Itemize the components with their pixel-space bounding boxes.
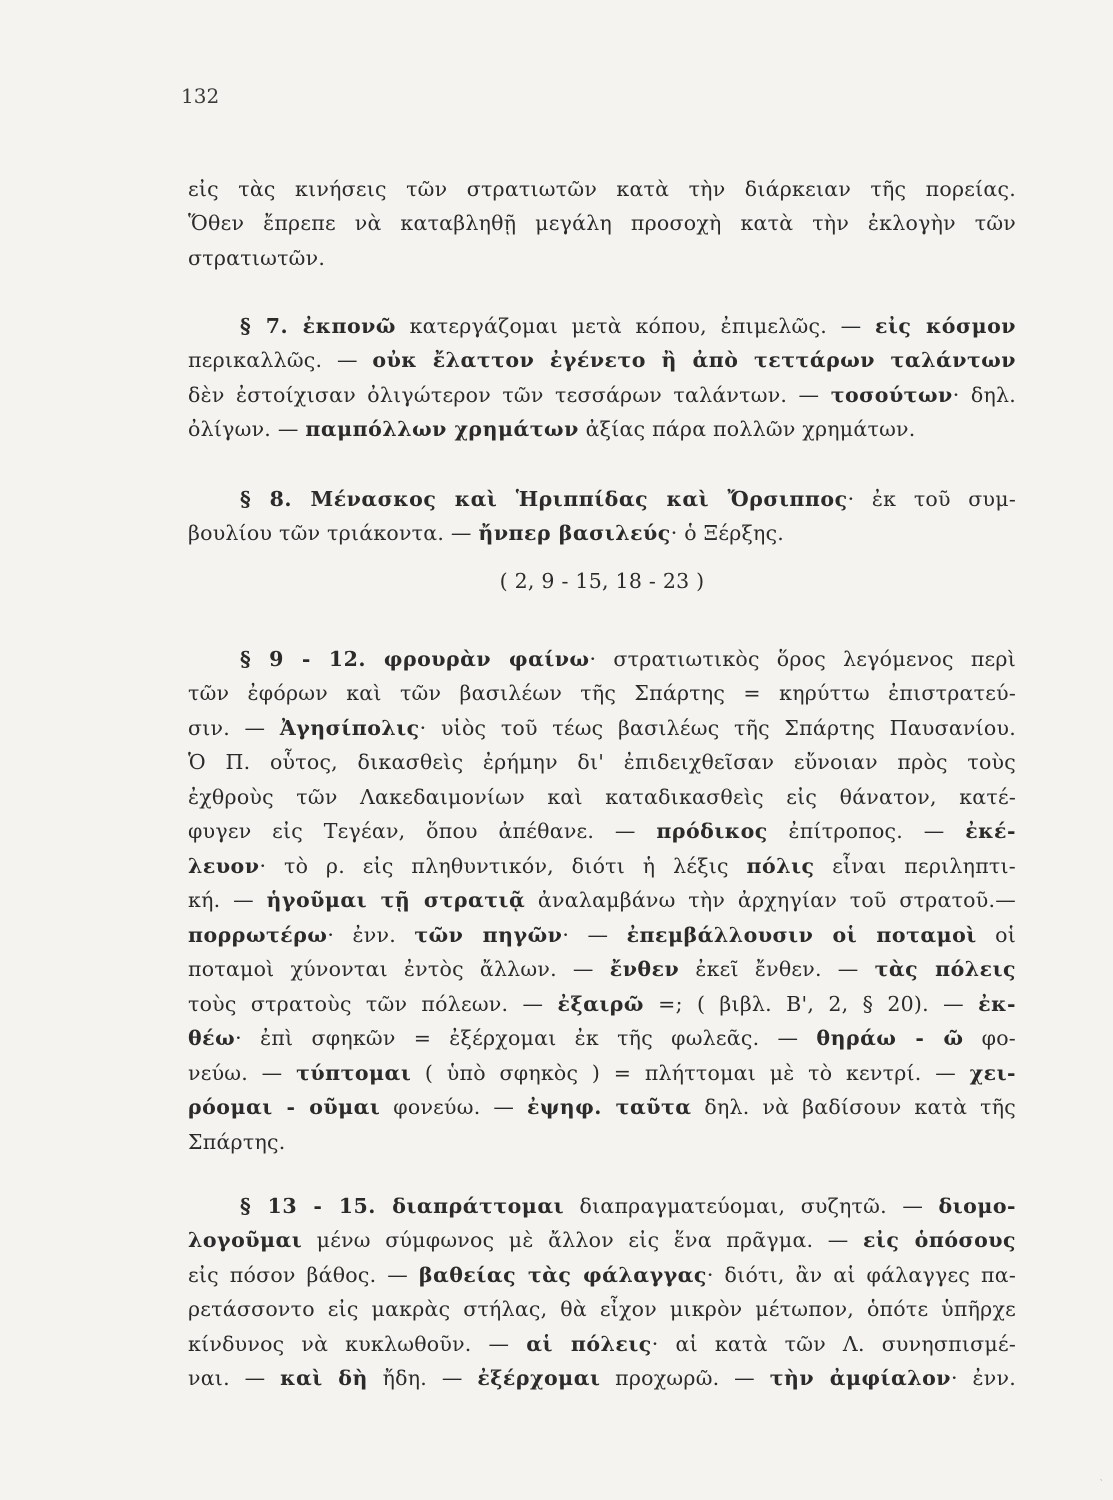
text-line: [188, 918, 1016, 953]
text-line: [188, 343, 1016, 378]
text-line: ρετάσσοντο εἰς μακρὰς στήλας, θὰ εἶχον μικρὸν μέτωπον, ὁπότε ὑπῆρχε: [188, 1297, 1016, 1321]
text-line: τῶν ἐφόρων καὶ τῶν βασιλέων τῆς Σπάρτης = κηρύττω ἐπιστρατεύ-: [188, 681, 1016, 705]
lemma: εἰς ὁπόσους: [862, 1228, 1016, 1252]
gloss: · στρατιωτικὸς ὅρος λεγόμενος περὶ: [589, 646, 1016, 671]
text-line: [188, 1056, 1016, 1091]
gloss: φο-: [963, 1026, 1016, 1050]
lemma: διομο-: [938, 1193, 1016, 1218]
gloss: · ἐνν.: [327, 922, 415, 947]
text-line: [188, 642, 1016, 677]
lemma: πόλις: [746, 853, 815, 878]
text-line: [188, 883, 1016, 918]
gloss: · ἐπὶ σφηκῶν = ἐξέρχομαι ἐκ τῆς φωλεᾶς. —: [235, 1026, 817, 1050]
gloss: ἀξίας πάρα πολλῶν χρημάτων.: [578, 417, 916, 441]
lemma: λογοῦμαι: [188, 1228, 303, 1252]
gloss: προχωρῶ. —: [600, 1366, 770, 1390]
gloss: μένω σύμφωνος μὲ ἄλλον εἰς ἕνα πρᾶγμα. —: [302, 1228, 863, 1252]
text-line: [188, 309, 1016, 344]
paragraph-section-8: [188, 482, 1016, 551]
lemma: αἱ πόλεις: [526, 1331, 652, 1356]
gloss: δηλ. νὰ βαδίσουν κατὰ τῆς: [691, 1095, 1016, 1119]
gloss: σιν. —: [188, 715, 280, 740]
gloss: οἱ: [976, 922, 1016, 947]
lemma: παμπόλλων χρημάτων: [305, 417, 579, 441]
gloss: ἐκεῖ ἔνθεν. —: [679, 957, 875, 981]
lemma: § 8. Μένασκος καὶ Ἡριππίδας καὶ Ὄρσιππος: [240, 486, 848, 511]
gloss: φονεύω. —: [380, 1095, 528, 1119]
text-line: [188, 987, 1016, 1022]
lemma: τὴν ἀμφίαλον: [769, 1366, 952, 1390]
gloss: εἰς πόσον βάθος. —: [188, 1262, 419, 1287]
text-line: [188, 482, 1016, 517]
paragraph-section-7: [188, 309, 1016, 447]
text-line: [188, 1189, 1016, 1224]
text-line: [188, 412, 1016, 447]
paragraph-section-13-15: [188, 1189, 1016, 1396]
lemma: καὶ δὴ: [280, 1366, 368, 1390]
lemma: ἐκ-: [978, 991, 1016, 1016]
text-line: [188, 1090, 1016, 1125]
text-line: Σπάρτης.: [188, 1129, 286, 1154]
text-line: ἐχθροὺς τῶν Λακεδαιμονίων καὶ καταδικασθεὶς εἰς θάνατον, κατέ-: [188, 784, 1016, 809]
gloss: · τὸ ρ. εἰς πληθυντικόν, διότι ἡ λέξις: [259, 853, 747, 878]
lemma: ἐκέ-: [965, 819, 1017, 843]
text-line: [188, 711, 1016, 746]
paragraph-continuation: [188, 172, 1016, 276]
text-line: [188, 1258, 1016, 1293]
text-line: εἰς τὰς κινήσεις τῶν στρατιωτῶν κατὰ τὴν διάρκειαν τῆς πορείας.: [188, 176, 1016, 201]
gloss: τοὺς στρατοὺς τῶν πόλεων. —: [188, 991, 558, 1016]
lemma: τοσούτων: [830, 382, 953, 407]
lemma: τὰς πόλεις: [874, 957, 1016, 981]
gloss: ὀλίγων. —: [188, 417, 306, 441]
gloss: · ὁ Ξέρξης.: [670, 521, 785, 545]
gloss: εἶναι περιληπτι-: [814, 853, 1016, 878]
lemma: πορρωτέρω: [188, 922, 328, 947]
text-line: [188, 952, 1016, 987]
lemma: θηράω - ῶ: [816, 1026, 964, 1050]
lemma: εἰς κόσμον: [875, 313, 1016, 338]
gloss: · ἐκ τοῦ συμ-: [847, 486, 1016, 511]
lemma: πρόδικος: [656, 819, 768, 843]
lemma: ρόομαι - οῦμαι: [188, 1095, 381, 1119]
gloss: · διότι, ἂν αἱ φάλαγγες πα-: [706, 1262, 1016, 1287]
gloss: νεύω. —: [188, 1060, 297, 1085]
gloss: φυγεν εἰς Τεγέαν, ὅπου ἀπέθανε. —: [188, 819, 657, 843]
text-line: [188, 1223, 1016, 1258]
lemma: § 9 - 12. φρουρὰν φαίνω: [240, 646, 590, 671]
lemma: ἐπεμβάλλουσιν οἱ ποταμοὶ: [626, 922, 977, 947]
gloss: κίνδυνος νὰ κυκλωθοῦν. —: [188, 1331, 527, 1356]
gloss: · ἐνν.: [951, 1366, 1016, 1390]
gloss: κατεργάζομαι μετὰ κόπου, ἐπιμελῶς. —: [395, 313, 876, 338]
gloss: ἐπίτροπος. —: [767, 819, 966, 843]
gloss: κή. —: [188, 888, 267, 912]
gloss: · υἱὸς τοῦ τέως βασιλέως τῆς Σπάρτης Παυσανίου.: [419, 715, 1016, 740]
text-line: [188, 516, 1016, 551]
gloss: ποταμοὶ χύνονται ἐντὸς ἄλλων. —: [188, 957, 610, 981]
margin-mark: `: [1099, 1478, 1105, 1491]
gloss: · —: [562, 922, 627, 947]
text-line: [188, 849, 1016, 884]
gloss: ( ὑπὸ σφηκὸς ) = πλήττομαι μὲ τὸ κεντρί. —: [411, 1060, 970, 1085]
text-line: Ὁ Π. οὗτος, δικασθεὶς ἐρήμην δι' ἐπιδειχθεῖσαν εὔνοιαν πρὸς τοὺς: [188, 750, 1016, 774]
gloss: δὲν ἐστοίχισαν ὀλιγώτερον τῶν τεσσάρων ταλάντων. —: [188, 382, 831, 407]
text-line: Ὅθεν ἔπρεπε νὰ καταβληθῇ μεγάλη προσοχὴ κατὰ τὴν ἐκλογὴν τῶν: [188, 211, 1016, 235]
lemma: τύπτομαι: [296, 1060, 412, 1085]
lemma: τῶν πηγῶν: [414, 922, 563, 947]
text-line: [188, 1021, 1016, 1056]
lemma: § 7. ἐκπονῶ: [240, 313, 396, 338]
gloss: =; ( βιβλ. Β', 2, § 20). —: [643, 991, 979, 1016]
lemma: ἐψηφ. ταῦτα: [527, 1095, 692, 1119]
lemma: λευον: [188, 853, 260, 878]
text-line: [188, 1327, 1016, 1362]
page-number: 132: [181, 84, 220, 108]
gloss: ἤδη. —: [367, 1366, 478, 1390]
lemma: χει-: [969, 1060, 1016, 1085]
lemma: § 13 - 15. διαπράττομαι: [240, 1193, 565, 1218]
paragraph-section-9-12: [188, 642, 1016, 1160]
gloss: βουλίου τῶν τριάκοντα. —: [188, 521, 479, 545]
gloss: περικαλλῶς. —: [188, 348, 373, 372]
text-line: [188, 1361, 1016, 1396]
lemma: θέω: [188, 1026, 236, 1050]
text-line: [188, 814, 1016, 849]
lemma: οὐκ ἔλαττον ἐγένετο ἢ ἀπὸ τεττάρων ταλάντων: [372, 348, 1016, 372]
lemma: ἐξαιρῶ: [557, 991, 644, 1016]
gloss: ἀναλαμβάνω τὴν ἀρχηγίαν τοῦ στρατοῦ.—: [525, 888, 1016, 912]
gloss: ναι. —: [188, 1366, 281, 1390]
lemma: Ἀγησίπολις: [279, 715, 420, 740]
lemma: ἡγοῦμαι τῇ στρατιᾷ: [266, 888, 526, 912]
lemma: ἔνθεν: [609, 957, 680, 981]
gloss: · δηλ.: [952, 382, 1016, 407]
lemma: ἐξέρχομαι: [477, 1366, 601, 1390]
gloss: διαπραγματεύομαι, συζητῶ. —: [564, 1193, 939, 1218]
lemma: βαθείας τὰς φάλαγγας: [418, 1262, 707, 1287]
gloss: · αἱ κατὰ τῶν Λ. συνησπισμέ-: [651, 1331, 1017, 1356]
text-line: στρατιωτῶν.: [188, 245, 326, 270]
section-heading: ( 2, 9 - 15, 18 - 23 ): [499, 569, 705, 593]
lemma: ἤνπερ βασιλεύς: [478, 521, 671, 545]
text-line: [188, 378, 1016, 413]
